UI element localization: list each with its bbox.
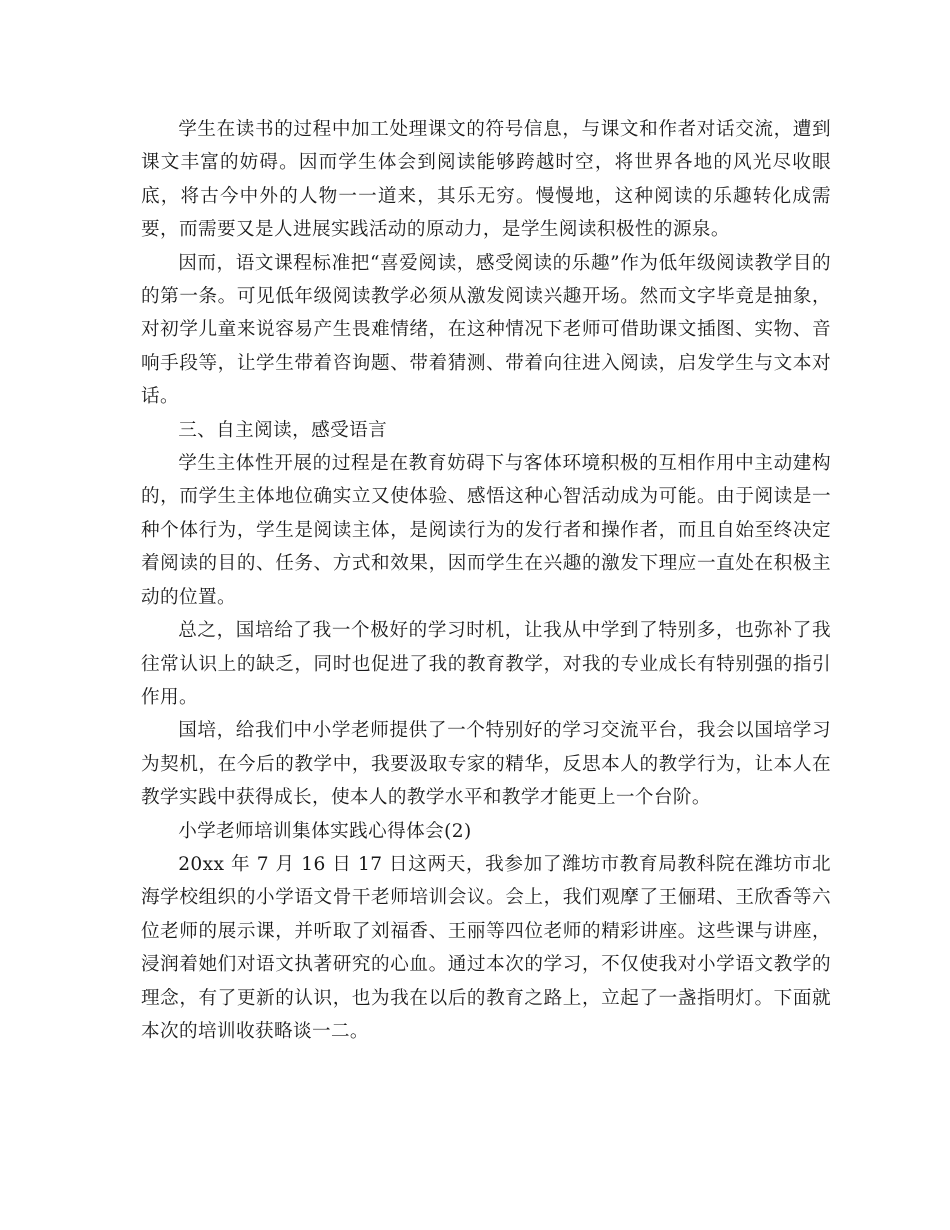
section-heading-training-reflection: 小学老师培训集体实践心得体会(2) [178,820,472,842]
paragraph-student-subjectivity: 学生主体性开展的过程是在教育妨碍下与客体环境积极的互相作用中主动建构的，而学生主体地位确实立又使体验、感悟这种心智活动成为可能。由于阅读是一种个体行为，学生是阅读主体，是阅读行为的发行者和操作者，而且自始至终决定着阅读的目的、任务、方式和效果，因而学生在兴趣的激发下理应一直处在积极主动的位置。 [141,453,831,608]
document-body [141,113,831,1048]
paragraph-reading-interest: 学生在读书的过程中加工处理课文的符号信息，与课文和作者对话交流，遭到课文丰富的妨碍。因而学生体会到阅读能够跨越时空，将世界各地的风光尽收眼底，将古今中外的人物一一道来，其乐无穷。慢慢地，这种阅读的乐趣转化成需要，而需要又是人进展实践活动的原动力，是学生阅读积极性的源泉。 [141,119,831,241]
section-heading-autonomous-reading: 三、自主阅读，感受语言 [178,419,388,441]
paragraph-national-training: 国培，给我们中小学老师提供了一个特别好的学习交流平台，我会以国培学习为契机，在今后的教学中，我要汲取专家的精华，反思本人的教学行为，让本人在教学实践中获得成长，使本人的教学水平和教学才能更上一个台阶。 [141,720,831,809]
paragraph-training-meeting: 20xx 年 7 月 16 日 17 日这两天，我参加了潍坊市教育局教科院在潍坊市北海学校组织的小学语文骨干老师培训会议。会上，我们观摩了王俪珺、王欣香等六位老师的展示课，并听取了刘福香、王丽等四位老师的精彩讲座。这些课与讲座，浸润着她们对语文执著研究的心血。通过本次的学习，不仅使我对小学语文教学的理念，有了更新的认识，也为我在以后的教育之路上，立起了一盏指明灯。下面就本次的培训收获略谈一二。 [141,853,831,1042]
paragraph-curriculum-standard: 因而，语文课程标准把“喜爱阅读，感受阅读的乐趣”作为低年级阅读教学目的的第一条。可见低年级阅读教学必须从激发阅读兴趣开场。然而文字毕竟是抽象，对初学儿童来说容易产生畏难情绪，在这种情况下老师可借助课文插图、实物、音响手段等，让学生带着咨询题、带着猜测、带着向往进入阅读，启发学生与文本对话。 [141,252,831,408]
paragraph-conclusion: 总之，国培给了我一个极好的学习时机，让我从中学到了特别多，也弥补了我往常认识上的缺乏，同时也促进了我的教育教学，对我的专业成长有特别强的指引作用。 [141,620,831,708]
